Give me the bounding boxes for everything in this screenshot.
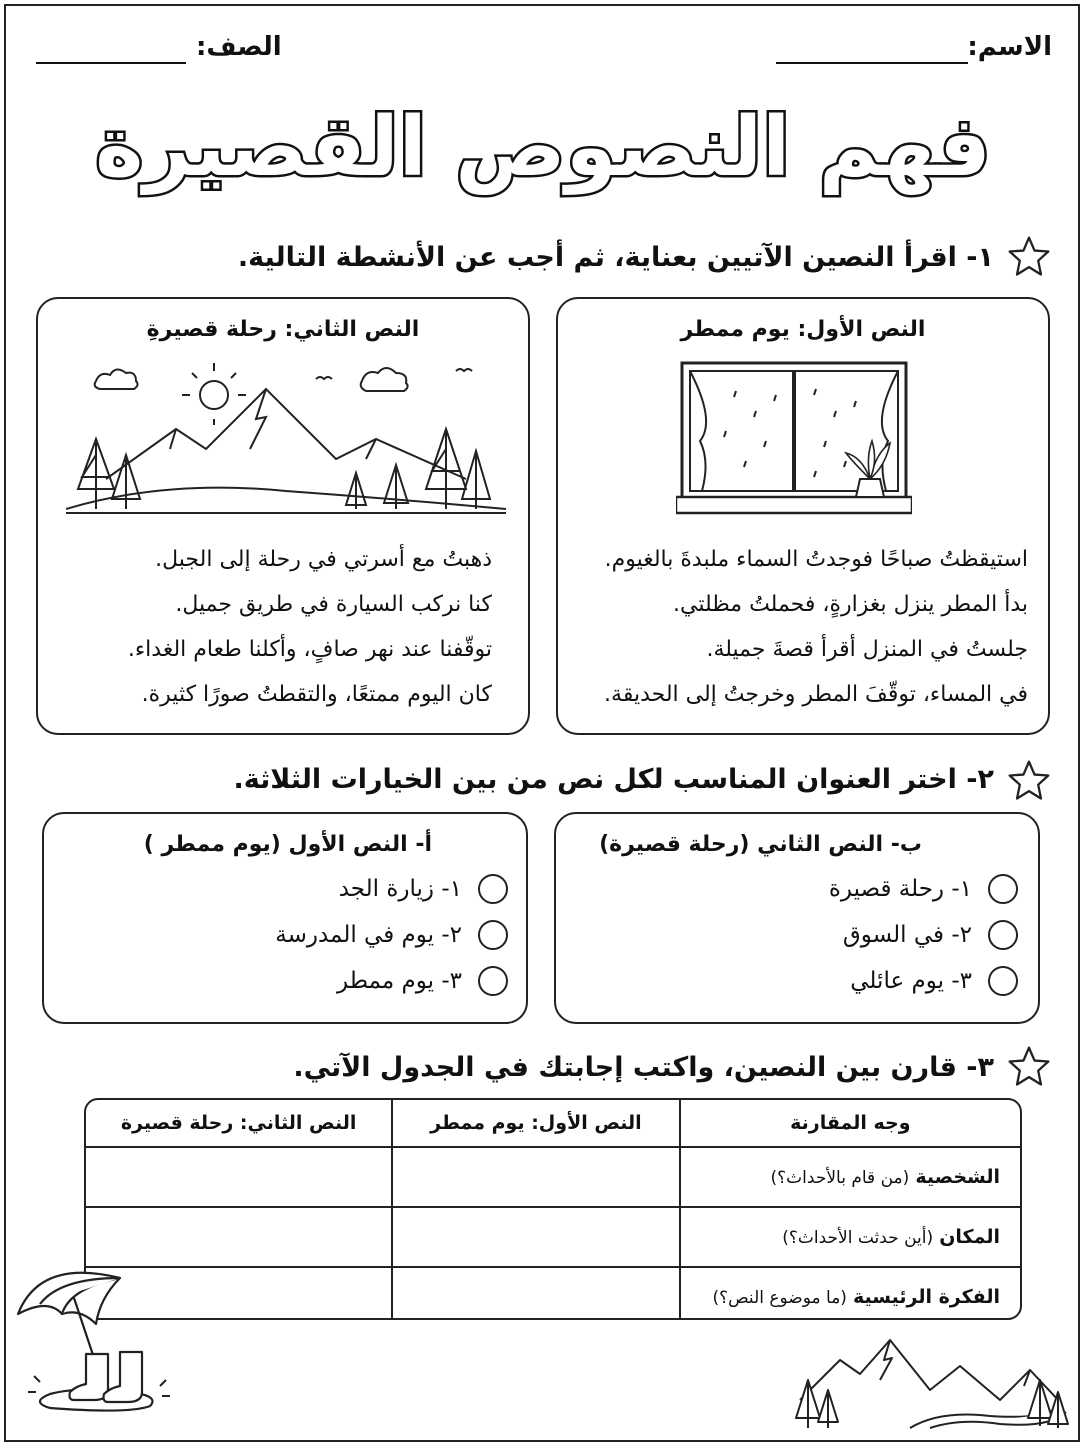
class-label: الصف:	[196, 32, 282, 62]
q2-part-b-title: ب- النص الثاني (رحلة قصيرة)	[599, 832, 922, 857]
star-icon	[1006, 758, 1052, 804]
criterion-cell	[680, 1147, 1021, 1207]
table-header: النص الأول: يوم ممطر	[392, 1099, 679, 1147]
option-b1[interactable]	[829, 866, 1018, 912]
class-field[interactable]	[36, 62, 186, 64]
option-b2[interactable]	[829, 912, 1018, 958]
option-a1[interactable]	[275, 866, 508, 912]
landscape-corner-illustration	[790, 1330, 1070, 1430]
radio-circle[interactable]	[478, 966, 508, 996]
name-field[interactable]	[776, 62, 968, 64]
mountain-landscape-illustration	[66, 359, 506, 517]
answer-cell[interactable]	[392, 1207, 679, 1267]
option-b3[interactable]	[829, 958, 1018, 1004]
option-a3[interactable]	[275, 958, 508, 1004]
text2-line: توقّفنا عند نهر صافٍ، وأكلنا طعام الغداء.	[127, 637, 492, 662]
q2-part-a-title: أ- النص الأول (يوم ممطر )	[143, 832, 432, 857]
criterion-hint: (أين حدثت الأحداث؟)	[782, 1228, 934, 1248]
table-row	[85, 1147, 1021, 1207]
star-icon	[1006, 1044, 1052, 1090]
table-header-row	[85, 1099, 1021, 1147]
text1-line: في المساء، توقّفَ المطر وخرجتُ إلى الحديقة.	[604, 682, 1028, 707]
option-label: ٢- يوم في المدرسة	[275, 922, 462, 948]
text2-line: ذهبتُ مع أسرتي في رحلة إلى الجبل.	[155, 547, 492, 572]
option-label: ٣- يوم عائلي	[850, 968, 972, 994]
text1-line: استيقظتُ صباحًا فوجدتُ السماء ملبدةَ بالغيوم.	[604, 547, 1028, 572]
q2-part-a-box	[42, 812, 528, 1024]
q2-part-b-box	[554, 812, 1040, 1024]
text2-line: كان اليوم ممتعًا، والتقطتُ صورًا كثيرة.	[141, 682, 492, 707]
radio-circle[interactable]	[988, 966, 1018, 996]
criterion-hint: (من قام بالأحداث؟)	[770, 1168, 910, 1188]
star-icon	[1006, 234, 1052, 280]
name-label: الاسم:	[967, 32, 1052, 62]
table-row	[85, 1207, 1021, 1267]
text2-title: النص الثاني: رحلة قصيرةِ	[146, 317, 420, 342]
text1-title: النص الأول: يوم ممطر	[680, 317, 926, 342]
radio-circle[interactable]	[478, 920, 508, 950]
page-title: فهم النصوص القصيرة	[95, 100, 991, 195]
text2-line: كنا نركب السيارة في طريق جميل.	[175, 592, 492, 617]
criterion-label: الفكرة الرئيسية	[853, 1286, 1000, 1308]
radio-circle[interactable]	[478, 874, 508, 904]
text1-box	[556, 297, 1050, 735]
table-header: وجه المقارنة	[680, 1099, 1021, 1147]
comparison-table	[84, 1098, 1022, 1320]
rainy-window-illustration	[676, 361, 912, 521]
radio-circle[interactable]	[988, 920, 1018, 950]
option-label: ٢- في السوق	[842, 922, 972, 948]
criterion-label: الشخصية	[915, 1166, 1000, 1188]
umbrella-boots-illustration	[10, 1258, 180, 1418]
text1-line: بدأ المطر ينزل بغزارةٍ، فحملتُ مظلتي.	[673, 592, 1028, 617]
option-label: ١- زيارة الجد	[338, 876, 462, 902]
option-a2[interactable]	[275, 912, 508, 958]
text1-line: جلستُ في المنزل أقرأ قصةَ جميلة.	[706, 637, 1028, 662]
option-label: ٣- يوم ممطر	[337, 968, 462, 994]
q3-instruction: ٣- قارن بين النصين، واكتب إجابتك في الجدول الآتي.	[293, 1052, 994, 1083]
criterion-label: المكان	[939, 1226, 1000, 1248]
answer-cell[interactable]	[392, 1147, 679, 1207]
answer-cell[interactable]	[392, 1267, 679, 1320]
table-row	[85, 1267, 1021, 1320]
option-label: ١- رحلة قصيرة	[828, 876, 972, 902]
criterion-cell	[680, 1207, 1021, 1267]
criterion-cell	[680, 1267, 1021, 1320]
text2-box	[36, 297, 530, 735]
q2-instruction: ٢- اختر العنوان المناسب لكل نص من بين الخيارات الثلاثة.	[233, 764, 994, 795]
answer-cell[interactable]	[85, 1147, 392, 1207]
q1-instruction: ١- اقرأ النصين الآتيين بعناية، ثم أجب عن الأنشطة التالية.	[237, 242, 994, 273]
criterion-hint: (ما موضوع النص؟)	[712, 1288, 847, 1308]
radio-circle[interactable]	[988, 874, 1018, 904]
table-header: النص الثاني: رحلة قصيرة	[85, 1099, 392, 1147]
comparison-table-frame	[84, 1098, 1022, 1320]
